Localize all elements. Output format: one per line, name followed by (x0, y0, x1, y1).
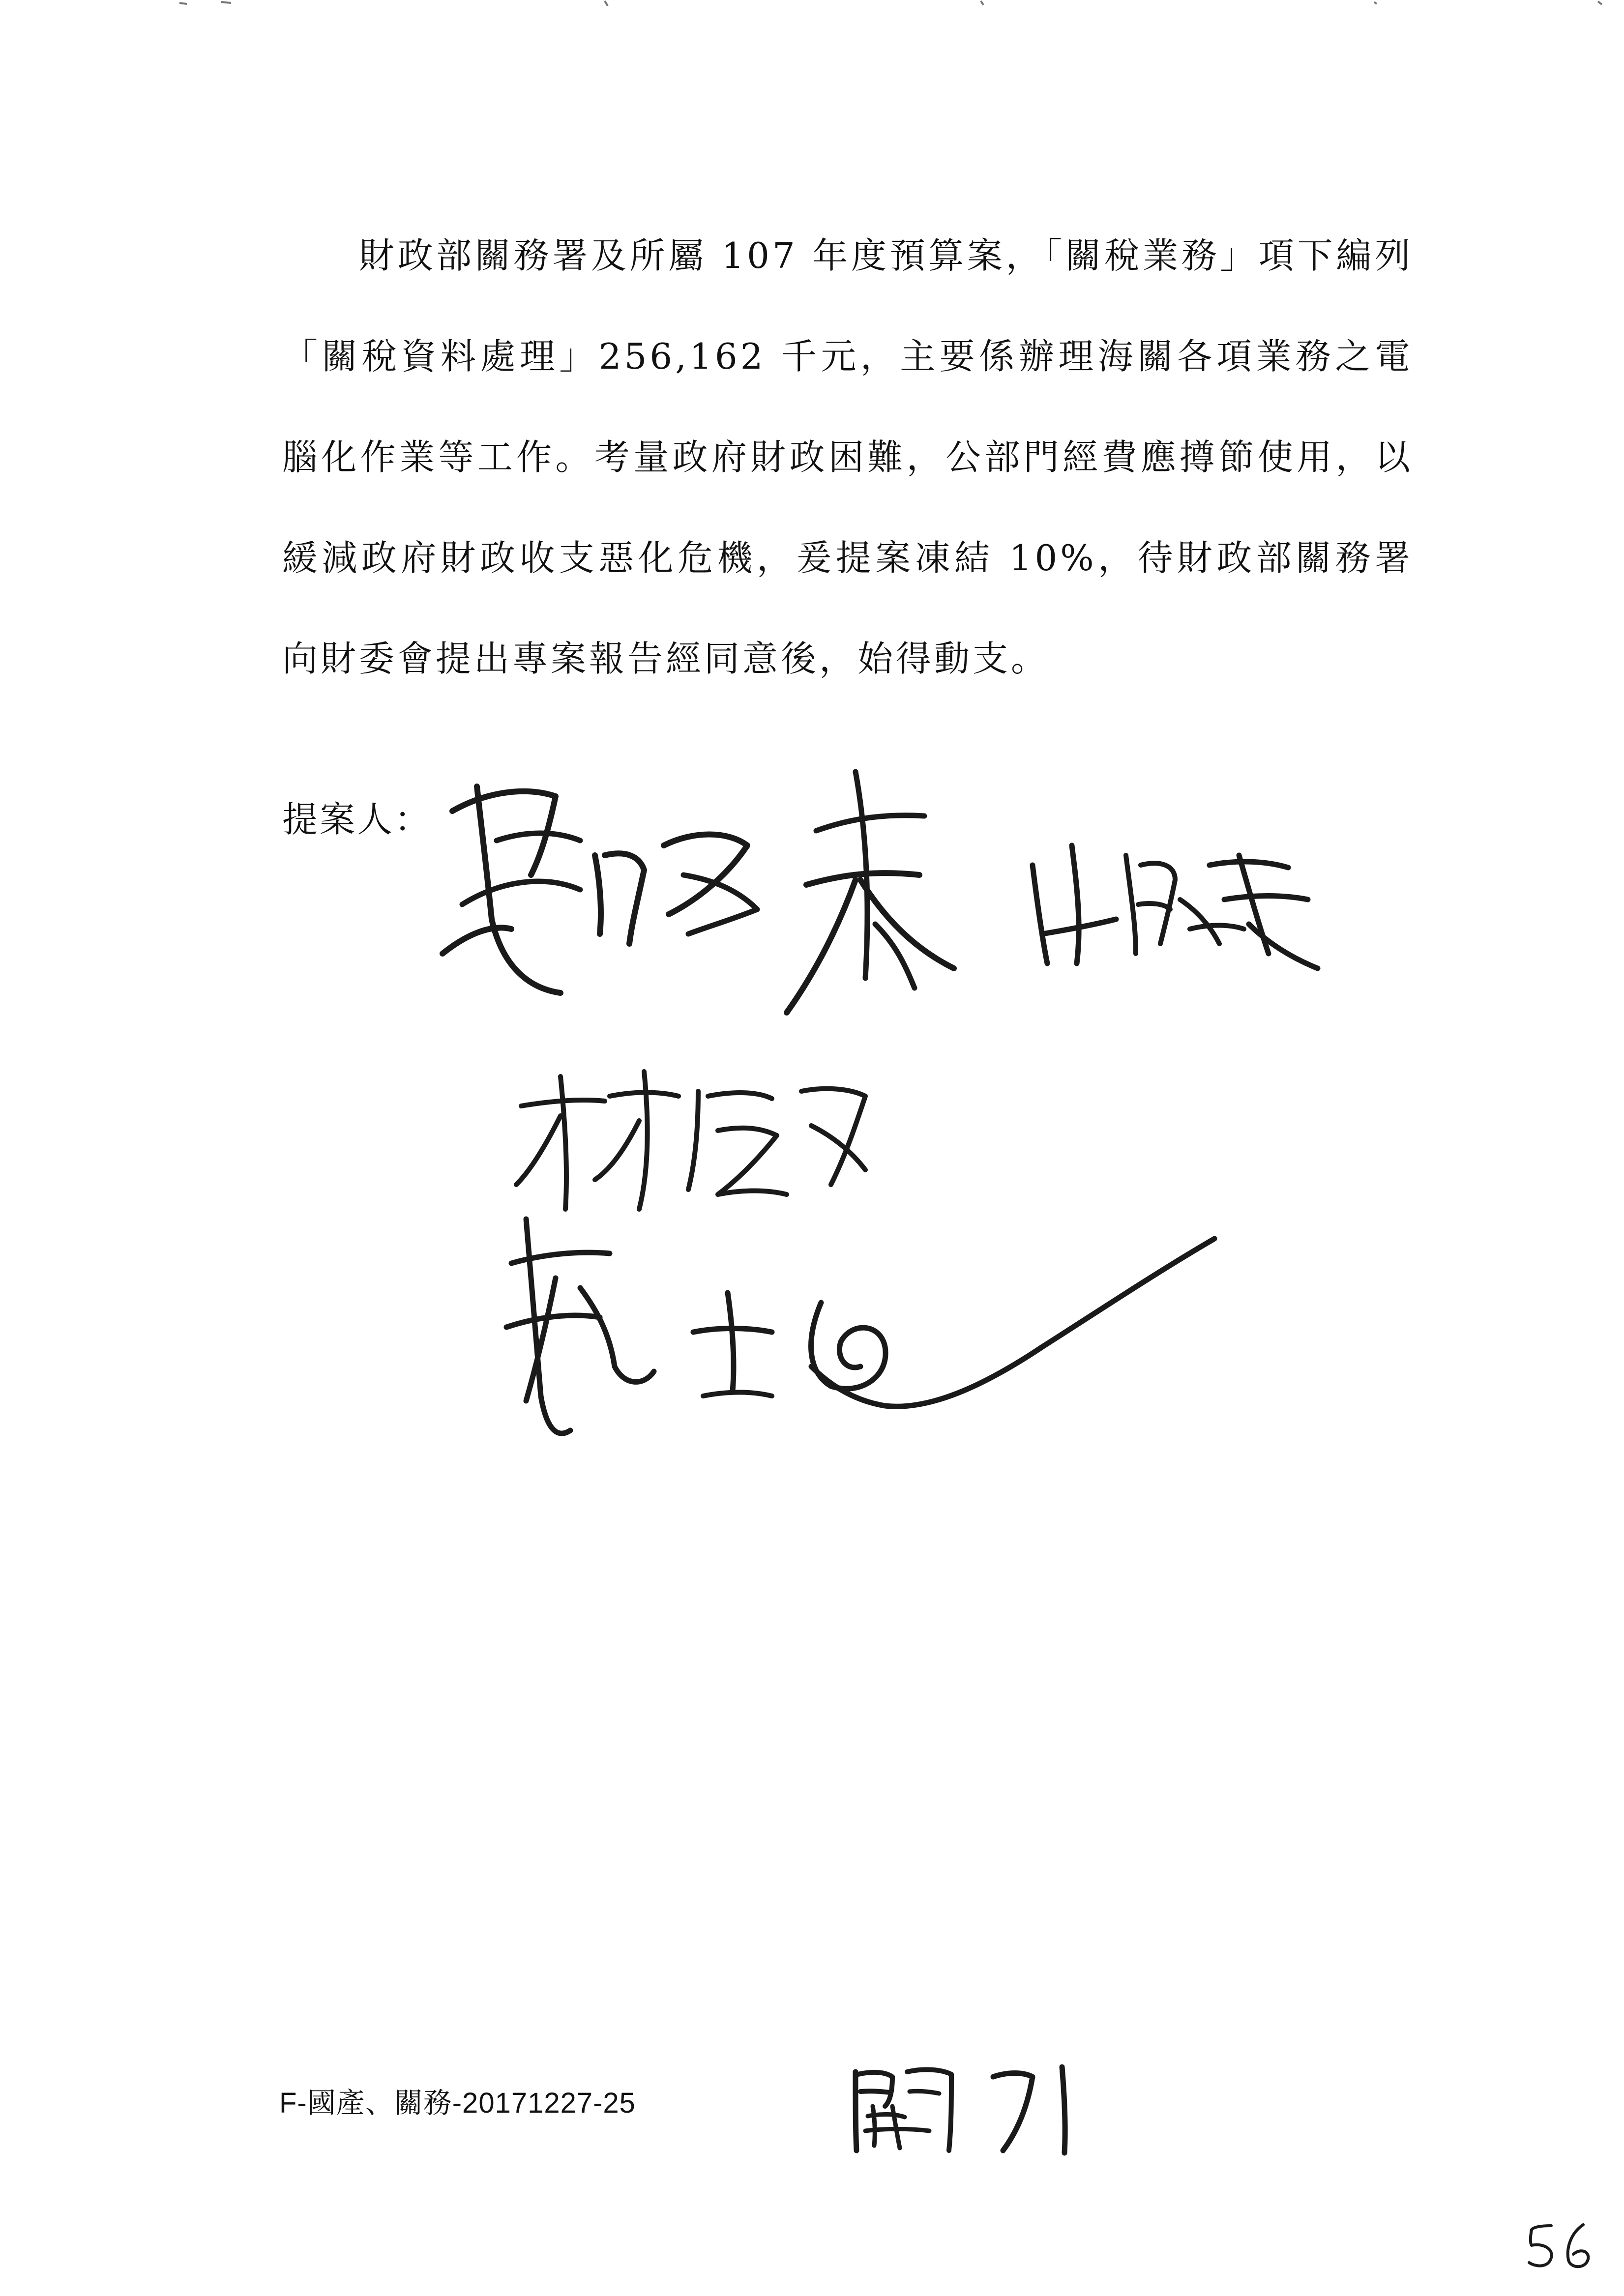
proposer-label: 提案人： (282, 799, 432, 840)
proposal-paragraph: 財政部關務署及所屬 107 年度預算案，「關稅業務」項下編列「關稅資料處理」256,162 千元，主要係辦理海關各項業務之電腦化作業等工作。考量政府財政困難，公部門經費應撙節使用，以緩減政府財政收支惡化危機，爰提案凍結 10%，待財政部關務署向財委會提出專案報告經同意後，始得動支。 (282, 235, 1413, 679)
signature-1 (433, 757, 974, 1032)
signature-4-strokes (497, 1180, 1234, 1455)
signature-1-strokes (433, 757, 974, 1032)
signature-4 (497, 1180, 1234, 1455)
proposal-body (282, 205, 1413, 709)
footer-document-code: F-國產、關務-20171227-25 (279, 2087, 636, 2119)
handwritten-stamp (846, 2057, 1077, 2155)
scan-edge-marks (0, 0, 1624, 10)
stamp-strokes (846, 2057, 1077, 2155)
page-number-strokes (1524, 2221, 1598, 2272)
page-number (1524, 2221, 1598, 2272)
signature-2-strokes (1013, 826, 1328, 993)
signature-2 (1013, 826, 1328, 993)
